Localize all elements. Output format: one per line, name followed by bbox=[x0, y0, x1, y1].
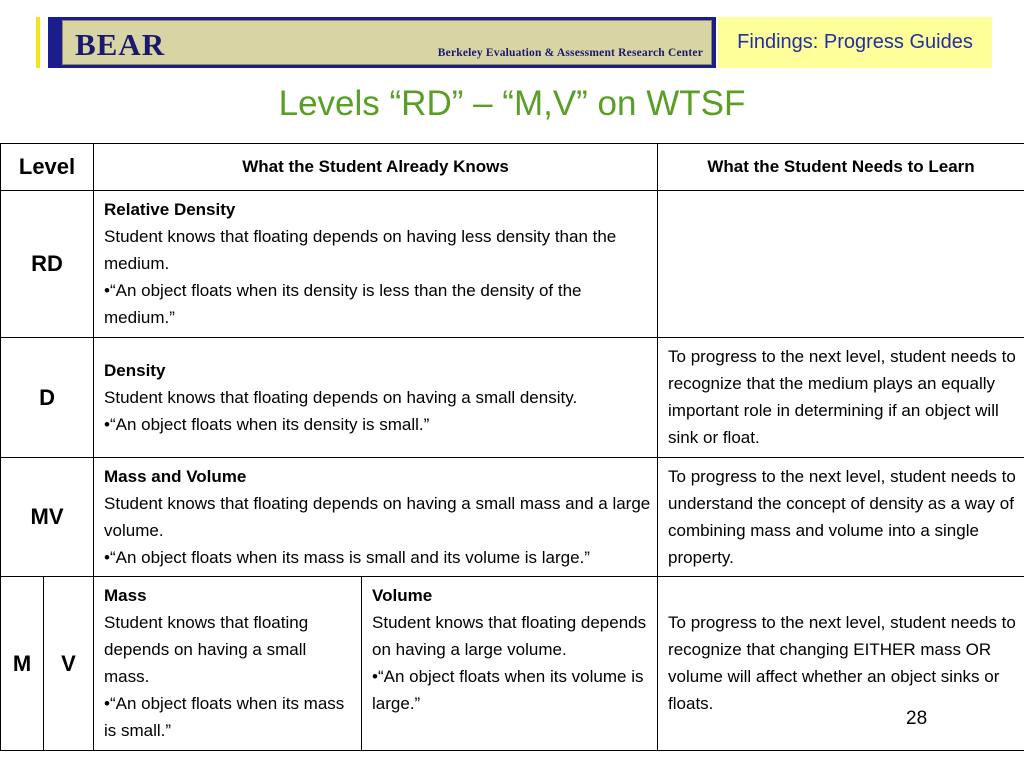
level-cell: MV bbox=[1, 458, 94, 577]
level-cell-v: V bbox=[44, 577, 94, 751]
knows-body: Student knows that floating depends on having a small density. bbox=[104, 387, 578, 407]
volume-example: •“An object floats when its volume is large.” bbox=[372, 667, 644, 713]
header-accent-gap bbox=[40, 17, 48, 68]
header-level: Level bbox=[1, 144, 94, 191]
header-already-knows: What the Student Already Knows bbox=[94, 144, 658, 191]
header-banner bbox=[36, 17, 716, 68]
table-header-row bbox=[1, 144, 1024, 191]
needs-to-learn-cell: To progress to the next level, student needs to recognize that the medium plays an equally important role in determining if an object will sink or float. bbox=[658, 338, 1024, 458]
volume-cell bbox=[362, 577, 658, 751]
mass-body: Student knows that floating depends on having a small mass. bbox=[104, 613, 309, 686]
knows-title: Mass and Volume bbox=[104, 466, 247, 486]
needs-to-learn-cell bbox=[658, 191, 1024, 338]
knows-title: Density bbox=[104, 360, 166, 380]
volume-title: Volume bbox=[372, 586, 433, 605]
bear-logo: BEAR bbox=[75, 27, 166, 62]
knows-example: •“An object floats when its density is less than the density of the medium.” bbox=[104, 281, 582, 327]
table-row-m-v bbox=[1, 577, 1024, 751]
levels-table bbox=[0, 143, 1024, 751]
knows-body: Student knows that floating depends on having a small mass and a large volume. bbox=[104, 493, 651, 540]
mass-example: •“An object floats when its mass is small.” bbox=[104, 694, 345, 740]
already-knows-cell bbox=[94, 458, 658, 577]
table-row-d bbox=[1, 338, 1024, 458]
mass-title: Mass bbox=[104, 586, 147, 605]
table-row-mv bbox=[1, 458, 1024, 577]
page-number: 28 bbox=[906, 708, 928, 729]
knows-title: Relative Density bbox=[104, 200, 236, 219]
knows-example: •“An object floats when its density is small.” bbox=[104, 414, 430, 434]
volume-body: Student knows that floating depends on having a large volume. bbox=[372, 613, 647, 659]
header-needs-to-learn: What the Student Needs to Learn bbox=[658, 144, 1024, 191]
needs-to-learn-cell: To progress to the next level, student needs to understand the concept of density as a way of combining mass and volume into a single property. bbox=[658, 458, 1024, 577]
section-label: Findings: Progress Guides bbox=[718, 17, 992, 68]
level-cell: D bbox=[1, 338, 94, 458]
already-knows-cell bbox=[94, 191, 658, 338]
level-cell: RD bbox=[1, 191, 94, 338]
knows-example: •“An object floats when its mass is small and its volume is large.” bbox=[104, 547, 590, 567]
mass-cell bbox=[94, 577, 362, 751]
header-accent-bar bbox=[48, 17, 58, 68]
table-row-rd bbox=[1, 191, 1024, 338]
knows-body: Student knows that floating depends on having less density than the medium. bbox=[104, 227, 617, 273]
level-cell-m: M bbox=[1, 577, 44, 751]
slide-title: Levels “RD” – “M,V” on WTSF bbox=[278, 84, 746, 123]
needs-to-learn-cell: To progress to the next level, student needs to recognize that changing EITHER mass OR volume will affect whether an object sinks or floats. bbox=[658, 577, 1024, 751]
already-knows-cell bbox=[94, 338, 658, 458]
logo-panel bbox=[62, 20, 712, 65]
center-name: Berkeley Evaluation & Assessment Research Center bbox=[437, 47, 703, 59]
